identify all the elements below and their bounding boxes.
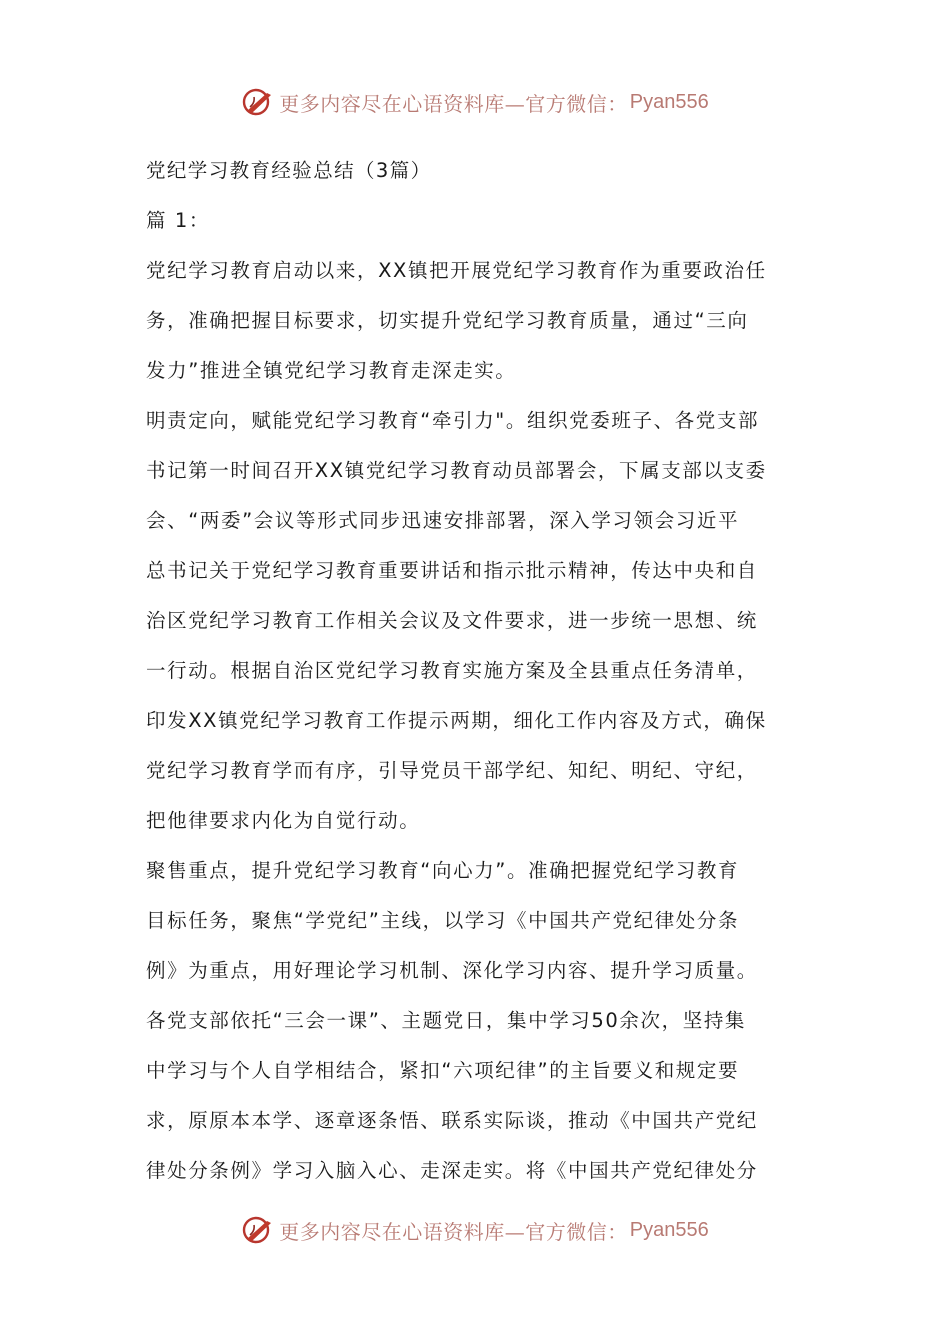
watermark-wechat-id: Pyan556 <box>629 90 709 113</box>
watermark-text: 更多内容尽在心语资料库—官方微信： <box>279 1219 628 1244</box>
document-body <box>146 146 806 1196</box>
text-line: 会、“两委”会议等形式同步迅速安排部署，深入学习领会习近平 <box>146 509 740 532</box>
text-line: 印发XX镇党纪学习教育工作提示两期，细化工作内容及方式，确保 <box>146 709 767 732</box>
text-line: 把他律要求内化为自觉行动。 <box>146 809 421 832</box>
pen-logo-icon <box>241 1213 275 1247</box>
text-line: 中学习与个人自学相结合，紧扣“六项纪律”的主旨要义和规定要 <box>146 1059 740 1082</box>
text-line: 聚售重点，提升党纪学习教育“向心力”。准确把握党纪学习教育 <box>146 859 740 882</box>
text-line: 各党支部依托“三会一课”、主题党日，集中学习50余次，坚持集 <box>146 1009 747 1032</box>
text-line: 治区党纪学习教育工作相关会议及文件要求，进一步统一思想、统 <box>146 609 758 632</box>
text-line: 求，原原本本学、逐章逐条悟、联系实际谈，推动《中国共产党纪 <box>146 1109 758 1132</box>
section-label: 篇 1： <box>146 209 211 232</box>
text-line: 目标任务，聚焦“学党纪”主线，以学习《中国共产党纪律处分条 <box>146 909 740 932</box>
text-line: 律处分条例》学习入脑入心、走深走实。将《中国共产党纪律处分 <box>146 1159 758 1182</box>
watermark-text: 更多内容尽在心语资料库—官方微信： <box>279 91 628 116</box>
text-line: 明责定向，赋能党纪学习教育“牵引力"。组织党委班子、各党支部 <box>146 409 760 432</box>
text-line: 一行动。根据自治区党纪学习教育实施方案及全县重点任务清单， <box>146 659 758 682</box>
text-line: 党纪学习教育启动以来，XX镇把开展党纪学习教育作为重要政治任 <box>146 259 767 282</box>
text-line: 书记第一时间召开XX镇党纪学习教育动员部署会，下属支部以支委 <box>146 459 767 482</box>
watermark-wechat-id: Pyan556 <box>629 1218 709 1241</box>
text-line: 务，准确把握目标要求，切实提升党纪学习教育质量，通过“三向 <box>146 309 749 332</box>
text-line: 发力”推进全镇党纪学习教育走深走实。 <box>146 359 517 382</box>
pen-logo-icon <box>241 85 275 119</box>
text-line: 党纪学习教育学而有序，引导党员干部学纪、知纪、明纪、守纪， <box>146 759 758 782</box>
text-line: 总书记关于党纪学习教育重要讲话和指示批示精神，传达中央和自 <box>146 559 758 582</box>
text-line: 例》为重点，用好理论学习机制、深化学习内容、提升学习质量。 <box>146 959 758 982</box>
document-title: 党纪学习教育经验总结（3篇） <box>146 159 432 182</box>
footer-watermark <box>0 1210 950 1250</box>
header-watermark <box>0 82 950 122</box>
